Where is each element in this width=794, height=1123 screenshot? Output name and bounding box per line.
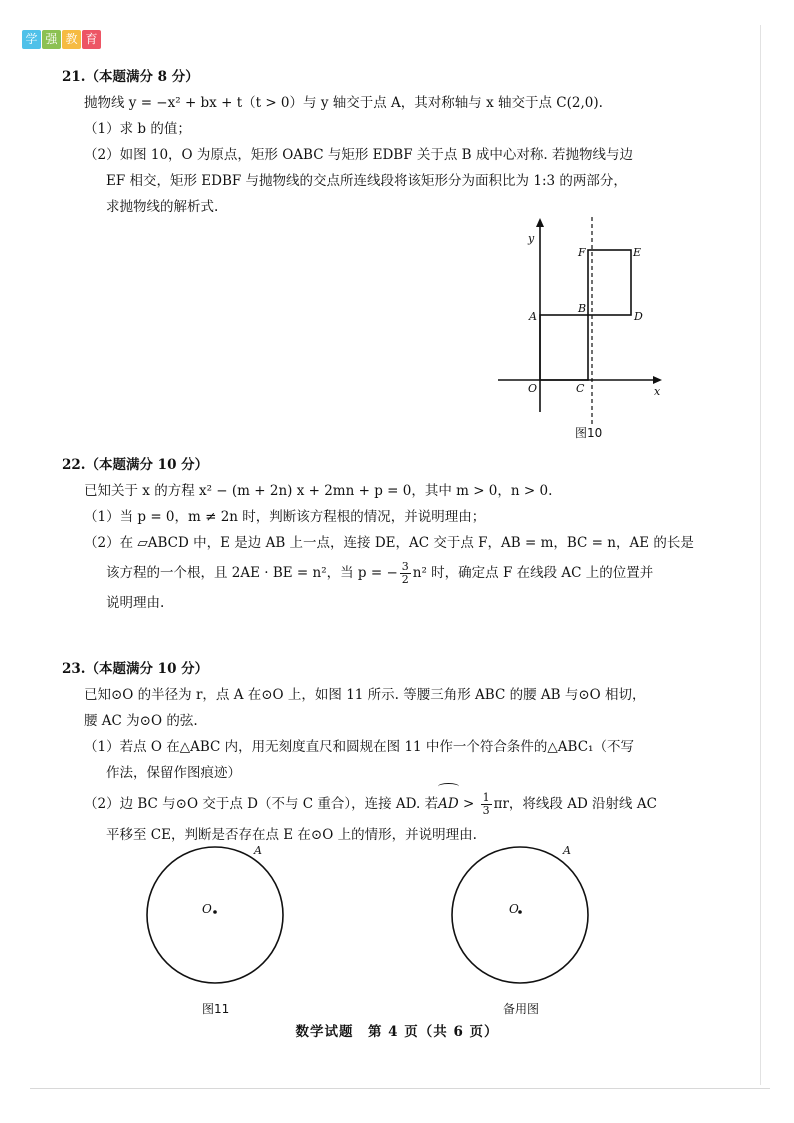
- logo-char-2: 强: [42, 30, 61, 49]
- label-o: O: [528, 382, 538, 395]
- q22-line-2: （1）当 p = 0，m ≠ 2n 时，判断该方程根的情况，并说明理由；: [84, 509, 486, 525]
- q23-line-4: 作法，保留作图痕迹）: [106, 765, 241, 781]
- page-bottom-line: [30, 1088, 770, 1089]
- q23-line-6: 平移至 CE，判断是否存在点 E 在⊙O 上的情形，并说明理由.: [106, 827, 477, 843]
- figure-11-spare: [445, 842, 605, 992]
- q21-line-4: EF 相交，矩形 EDBF 与抛物线的交点所连线段将该矩形分为面积比为 1:3 的两部分，: [106, 173, 627, 189]
- q21-line-1: 抛物线 y = −x² + bx + t（t > 0）与 y 轴交于点 A，其对称轴与 x 轴交于点 C(2,0).: [84, 95, 603, 111]
- center-point: [213, 910, 217, 914]
- q23-line-5b: >: [458, 796, 479, 812]
- rectangle-oabc: [540, 315, 588, 380]
- y-axis-arrow: [536, 218, 544, 227]
- figure-11-left: [140, 842, 300, 992]
- q22-heading: 22.（本题满分 10 分）: [62, 457, 209, 473]
- fraction-denominator: 3: [482, 804, 490, 817]
- brand-logo: [22, 30, 101, 49]
- label-o: O: [509, 902, 519, 916]
- label-a: A: [254, 844, 262, 857]
- q21-line-3: （2）如图 10，O 为原点，矩形 OABC 与矩形 EDBF 关于点 B 成中心对称. 若抛物线与边: [84, 147, 633, 163]
- q22-line-4a: 该方程的一个根，且 2AE · BE = n²，当 p = −: [106, 565, 398, 581]
- question-23: [62, 656, 657, 848]
- q23-line-5a: （2）边 BC 与⊙O 交于点 D（不与 C 重合），连接 AD. 若: [84, 796, 439, 812]
- label-x: x: [654, 385, 661, 398]
- label-e: E: [633, 246, 642, 259]
- rectangle-edbf: [588, 250, 631, 315]
- spare-figure-caption: 备用图: [503, 1002, 540, 1016]
- q23-line-2: 腰 AC 为⊙O 的弦.: [84, 713, 198, 729]
- figure-10-caption: 图10: [575, 426, 603, 440]
- figure-10: [490, 212, 670, 442]
- q22-line-4b: n² 时，确定点 F 在线段 AC 上的位置并: [412, 565, 654, 581]
- label-c: C: [576, 382, 585, 395]
- arc-ad: AD: [438, 786, 459, 822]
- q22-line-3: （2）在 ▱ABCD 中，E 是边 AB 上一点，连接 DE，AC 交于点 F，AB = m，BC = n，AE 的长是: [84, 535, 694, 551]
- circle-o: [147, 847, 283, 983]
- q21-line-2: （1）求 b 的值；: [84, 121, 191, 137]
- q23-line-1: 已知⊙O 的半径为 r，点 A 在⊙O 上，如图 11 所示. 等腰三角形 ABC 的腰 AB 与⊙O 相切，: [84, 687, 646, 703]
- logo-char-3: 教: [62, 30, 81, 49]
- circle-o: [452, 847, 588, 983]
- q22-line-4: [62, 556, 694, 590]
- fraction-denominator: 2: [401, 573, 409, 586]
- fraction-one-third: [481, 792, 492, 817]
- q23-line-3: （1）若点 O 在△ABC 内，用无刻度直尺和圆规在图 11 中作一个符合条件的△ABC₁（不写: [84, 739, 634, 755]
- label-o: O: [202, 902, 212, 916]
- label-b: B: [578, 302, 587, 315]
- fraction-numerator: 1: [482, 791, 490, 804]
- label-f: F: [578, 246, 586, 259]
- q23-heading: 23.（本题满分 10 分）: [62, 661, 209, 677]
- label-d: D: [634, 310, 643, 323]
- q23-line-5: [62, 786, 657, 822]
- page-footer: 数学试题 第 4 页（共 6 页）: [295, 1024, 499, 1040]
- q22-line-1: 已知关于 x 的方程 x² − (m + 2n) x + 2mn + p = 0，其中 m > 0，n > 0.: [84, 483, 553, 499]
- x-axis-arrow: [653, 376, 662, 384]
- question-22: [62, 452, 694, 616]
- label-a: A: [563, 844, 571, 857]
- label-a: A: [529, 310, 537, 323]
- label-y: y: [528, 232, 535, 245]
- q21-line-5: 求抛物线的解析式.: [106, 199, 219, 215]
- logo-char-4: 育: [82, 30, 101, 49]
- figure-11-caption: 图11: [202, 1002, 230, 1016]
- fraction-numerator: 3: [401, 560, 409, 573]
- q22-line-5: 说明理由.: [106, 595, 165, 611]
- fraction-three-halves: [400, 561, 411, 586]
- q21-heading: 21.（本题满分 8 分）: [62, 69, 199, 85]
- question-21: [62, 64, 633, 220]
- q23-line-5c: πr，将线段 AD 沿射线 AC: [493, 796, 657, 812]
- page-edge-line: [760, 25, 761, 1085]
- logo-char-1: 学: [22, 30, 41, 49]
